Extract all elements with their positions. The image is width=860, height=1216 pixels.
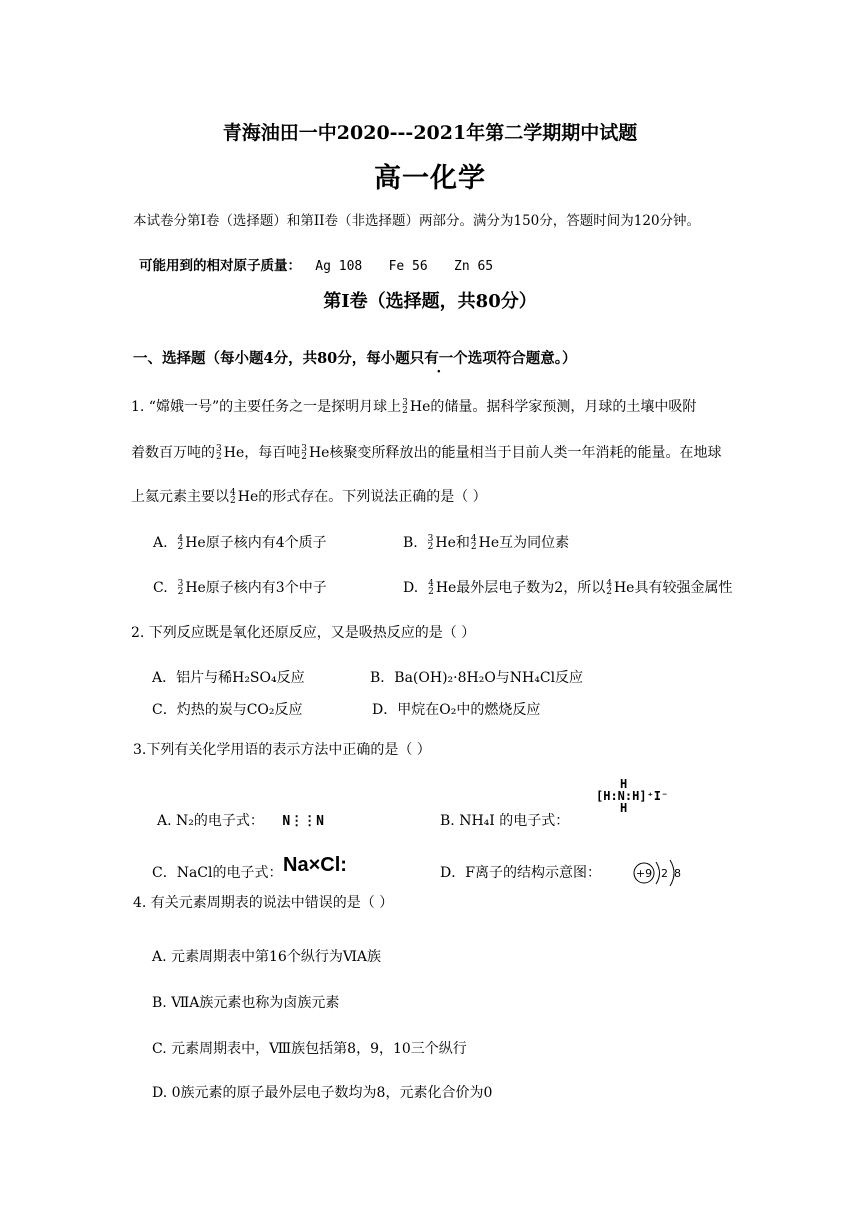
emphasis-text: 只有一个 — [409, 350, 468, 367]
mass-ag: Ag 108 — [315, 259, 363, 274]
q4-option-c[interactable]: C. 元素周期表中，Ⅷ族包括第8，9，10三个纵行 — [152, 1041, 467, 1057]
q3-option-c[interactable]: C．NaCl的电子式： — [152, 865, 283, 881]
n2-electron-formula: N⋮⋮N — [282, 814, 324, 829]
volume-title: 第Ⅰ卷（选择题，共80分） — [323, 291, 537, 312]
mass-fe: Fe 56 — [388, 259, 428, 274]
q4-option-b[interactable]: B. ⅦA族元素也称为卤族元素 — [152, 995, 340, 1011]
q4-stem: 4. 有关元素周期表的说法中错误的是（ ） — [133, 895, 394, 911]
exam-intro: 本试卷分第Ⅰ卷（选择题）和第II卷（非选择题）两部分。满分为150分，答题时间为120分钟。 — [133, 213, 701, 229]
q1-line3: 上氦元素主要以 4 2 He的形式存在。下列说法正确的是（ ） — [131, 488, 487, 506]
q1-line2: 着数百万吨的 3 2 He，每百吨 3 2 He核聚变所释放出的能量相当于目前人类一年消耗的能量。在地球 — [131, 444, 722, 462]
q2-option-d[interactable]: D．甲烷在O₂中的燃烧反应 — [372, 702, 541, 718]
fluoride-ion-structure-diagram — [630, 856, 690, 890]
q3-option-b[interactable]: B. NH₄I 的电子式： — [440, 813, 570, 829]
he4-symbol: 4 2 — [230, 488, 236, 506]
q1-line1: 1. “嫦娥一号”的主要任务之一是探明月球上 3 2 He的储量。据科学家预测，月球的土壤中吸附 — [131, 398, 697, 416]
exam-title: 青海油田一中2020---2021年第二学期期中试题 — [222, 122, 638, 144]
q1-option-c[interactable]: C. 3 2 He原子核内有3个中子 — [153, 579, 327, 597]
subject-title: 高一化学 — [374, 163, 486, 194]
q3-option-d[interactable]: D．F离子的结构示意图： — [440, 865, 601, 881]
nh4i-electron-formula: H [H:N:H]⁺I⁻ H — [596, 777, 669, 815]
nacl-electron-formula: Na×Cl: — [283, 854, 347, 876]
he3-symbol: 3 2 — [402, 398, 408, 416]
q1-option-a[interactable]: A. 4 2 He原子核内有4个质子 — [153, 534, 327, 552]
q2-option-b[interactable]: B．Ba(OH)₂·8H₂O与NH₄Cl反应 — [370, 670, 584, 686]
atomic-mass-label: 可能用到的相对原子质量： — [139, 258, 301, 274]
atomic-mass-line — [139, 254, 515, 274]
q3-option-a[interactable]: A. N₂的电子式： N⋮⋮N — [157, 813, 324, 829]
section-title: 一、选择题（每小题4分，共80分，每小题只有一个选项符合题意。） — [133, 350, 577, 367]
q2-stem: 2. 下列反应既是氧化还原反应，又是吸热反应的是（ ） — [131, 625, 476, 641]
q4-option-a[interactable]: A. 元素周期表中第16个纵行为ⅥA族 — [152, 949, 382, 965]
mass-zn: Zn 65 — [454, 259, 494, 274]
q4-option-d[interactable]: D. 0族元素的原子最外层电子数均为8，元素化合价为0 — [152, 1085, 493, 1101]
q1-option-d[interactable]: D. 4 2 He最外层电子数为2，所以 4 2 He具有较强金属性 — [403, 579, 733, 597]
he3-symbol: 3 2 — [301, 444, 307, 462]
q1-option-b[interactable]: B. 3 2 He和 4 2 He互为同位素 — [403, 534, 570, 552]
q2-option-a[interactable]: A．铝片与稀H₂SO₄反应 — [152, 670, 305, 686]
nucleus-charge: +9 — [635, 867, 653, 880]
shell-2-count: 8 — [674, 867, 681, 880]
q3-stem: 3.下列有关化学用语的表示方法中正确的是（ ） — [133, 742, 431, 758]
q2-option-c[interactable]: C．灼热的炭与CO₂反应 — [152, 702, 303, 718]
he3-symbol: 3 2 — [216, 444, 222, 462]
shell-1-count: 2 — [661, 867, 668, 880]
